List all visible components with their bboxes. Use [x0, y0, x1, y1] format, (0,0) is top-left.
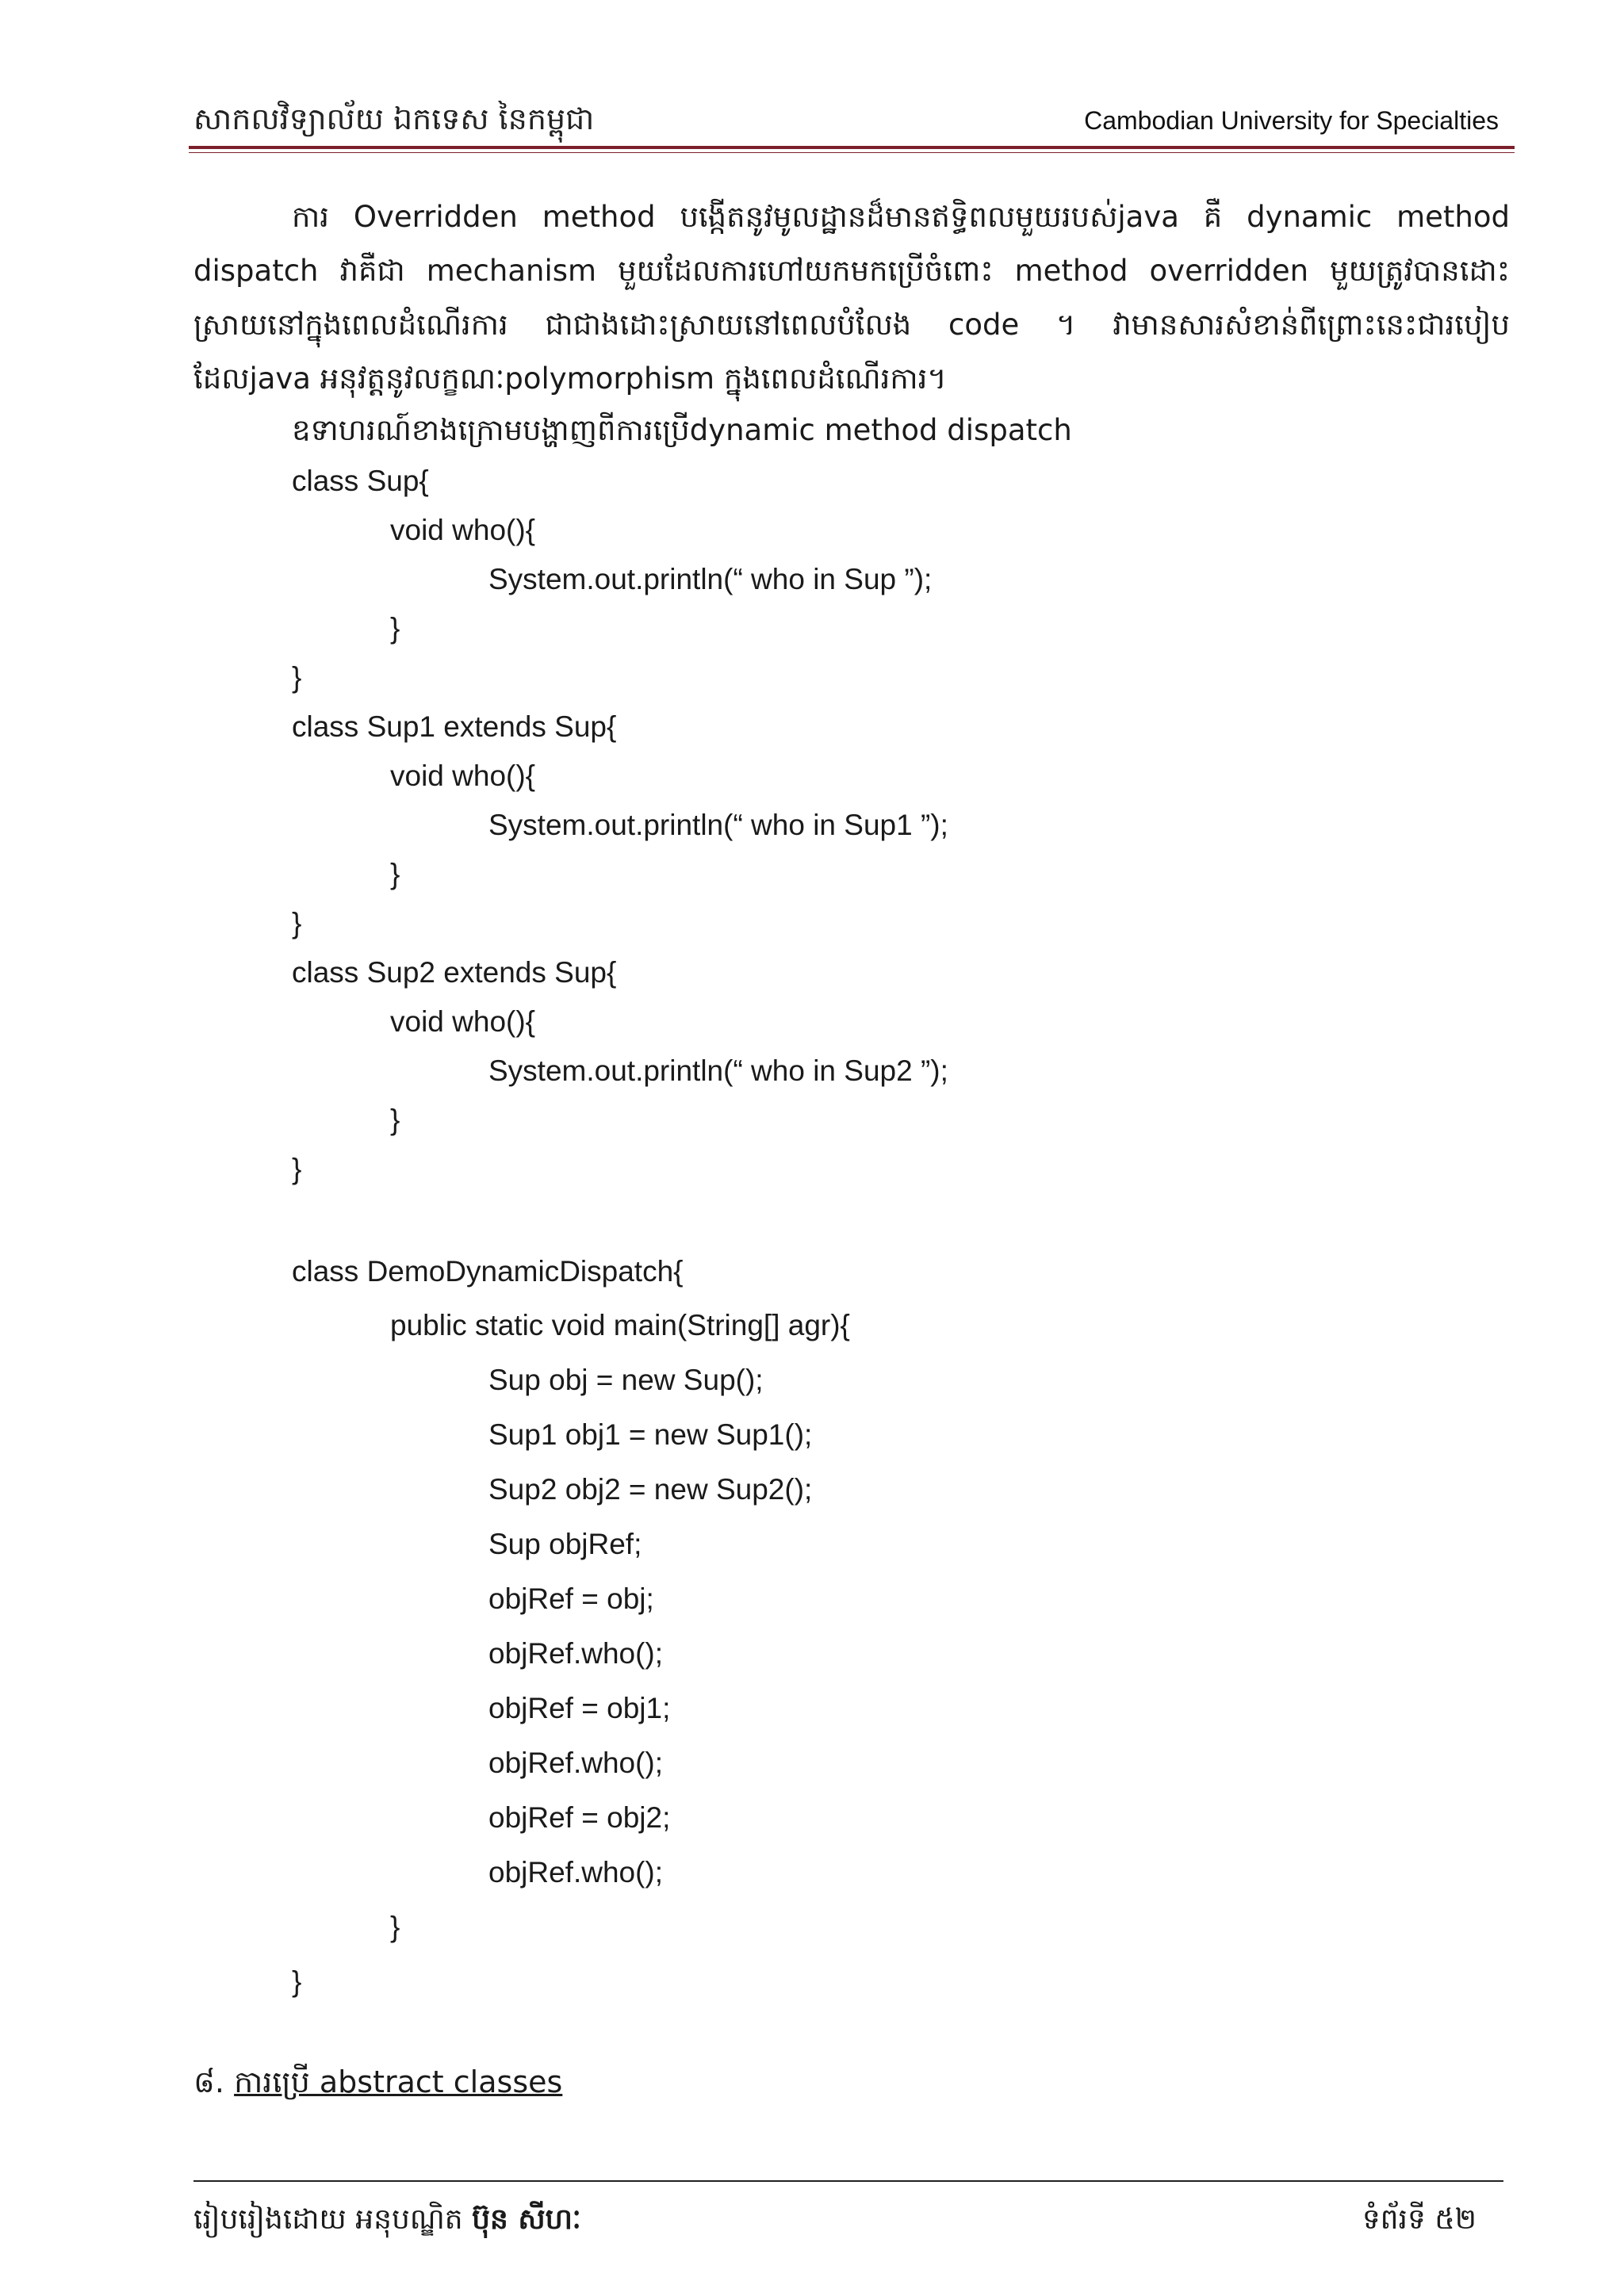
section-title: ការប្រើ abstract classes [234, 2064, 563, 2099]
code-line: Sup1 obj1 = new Sup1(); [488, 1418, 813, 1451]
code-line: class Sup{ [292, 465, 429, 497]
code-line: objRef.who(); [488, 1637, 664, 1670]
code-line: objRef = obj; [488, 1582, 654, 1615]
section-number: ៨. [193, 2064, 224, 2099]
code-line: } [390, 1911, 400, 1943]
footer-rule [193, 2180, 1503, 2182]
code-line: } [292, 907, 302, 939]
code-line: } [292, 1965, 302, 1998]
author-name: ប៊ុន សីហៈ [472, 2203, 581, 2236]
university-name-khmer: សាកលវិទ្យាល័យ ឯកទេស នៃកម្ពុជា [193, 101, 595, 136]
code-line: Sup obj = new Sup(); [488, 1364, 764, 1396]
code-line: System.out.println(“ who in Sup2 ”); [488, 1054, 948, 1087]
code-line: } [390, 1104, 400, 1136]
code-line: public static void main(String[] agr){ [390, 1309, 850, 1341]
code-line: class Sup1 extends Sup{ [292, 710, 617, 743]
intro-paragraph [193, 190, 1510, 406]
paragraph-text: ការ Overridden method បង្កើតនូវមូលដ្ឋានដ៏មានឥទ្ធិពលមួយរបស់java គឺ dynamic method dispatch វាគឺជា mechanism មួយដែលការហៅយកមកប្រើចំពោះ method overridden មួយត្រូវបានដោះស្រាយនៅក្នុងពេលដំណើរការ ជាជាងដោះស្រាយនៅពេលបំលែង code ។ វាមានសារសំខាន់ពីព្រោះនេះជារបៀបដែលjava អនុវត្តនូវលក្ខណៈpolymorphism ក្នុងពេលដំណើរការ។ [193, 200, 1510, 396]
code-line: void who(){ [390, 1005, 536, 1038]
footer-prefix: រៀបរៀងដោយ អនុបណ្ឌិត [193, 2203, 463, 2236]
page-number: ទំព័រទី ៥២ [1362, 2203, 1477, 2236]
code-line: objRef.who(); [488, 1747, 664, 1779]
page-header [193, 94, 1515, 151]
footer-author [193, 2201, 581, 2243]
code-line: } [292, 1153, 302, 1185]
code-line: objRef.who(); [488, 1856, 664, 1888]
example-intro: ឧទាហរណ៍ខាងក្រោមបង្ហាញពីការប្រើdynamic method dispatch [292, 413, 1072, 447]
section-heading [193, 2063, 562, 2107]
code-line: void who(){ [390, 514, 536, 546]
code-line: void who(){ [390, 760, 536, 792]
code-line: objRef = obj1; [488, 1692, 671, 1724]
code-line: class Sup2 extends Sup{ [292, 956, 617, 989]
code-line: } [390, 858, 400, 890]
code-line: } [292, 661, 302, 694]
code-line: Sup objRef; [488, 1528, 642, 1560]
header-rule [189, 146, 1515, 149]
code-line: objRef = obj2; [488, 1801, 671, 1834]
university-name-english: Cambodian University for Specialties [1084, 106, 1499, 135]
code-line: } [390, 612, 400, 645]
code-line: System.out.println(“ who in Sup ”); [488, 563, 933, 595]
code-line: class DemoDynamicDispatch{ [292, 1255, 684, 1288]
code-line: Sup2 obj2 = new Sup2(); [488, 1473, 813, 1506]
header-rule-thin [189, 152, 1515, 153]
code-line: System.out.println(“ who in Sup1 ”); [488, 809, 948, 841]
